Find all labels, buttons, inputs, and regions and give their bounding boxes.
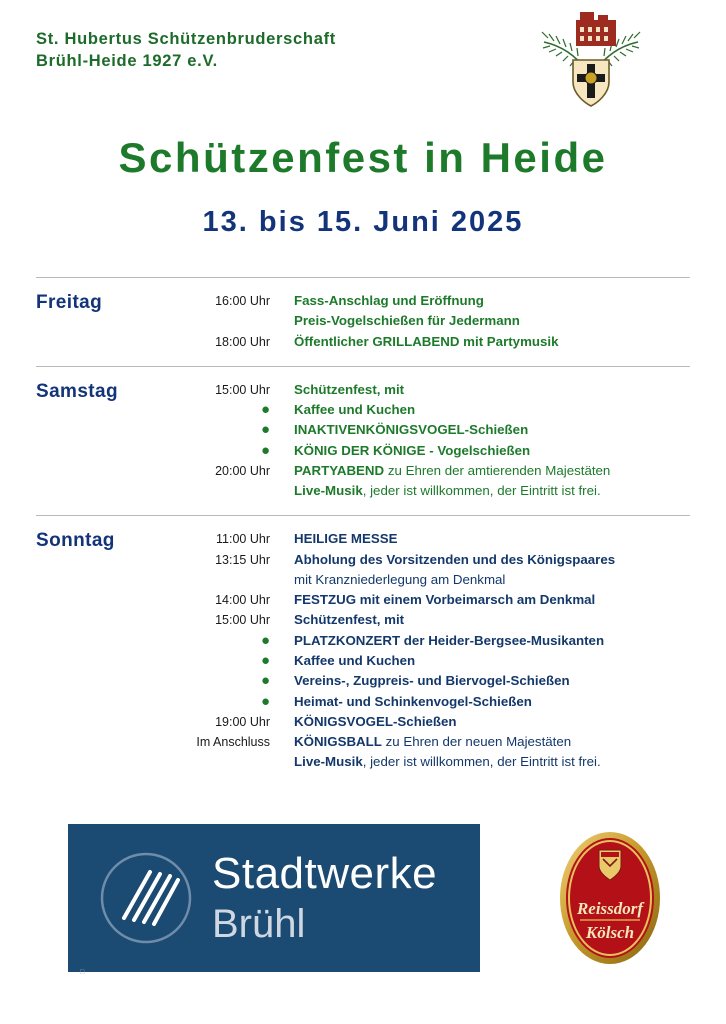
day-block-sonntag (36, 516, 690, 786)
row-text-bold: PARTYABEND (294, 462, 385, 478)
schedule-row (184, 631, 690, 650)
sponsor-logos (36, 824, 690, 984)
day-rows (184, 291, 690, 352)
row-description (294, 400, 690, 419)
row-description (294, 631, 690, 650)
stadtwerke-circle-lines-icon (94, 846, 198, 950)
row-time: 13:15 Uhr (215, 552, 270, 567)
row-description (294, 481, 690, 500)
schedule-row (184, 380, 690, 399)
row-time: 15:00 Uhr (215, 613, 270, 628)
bullet-icon: ● (260, 651, 270, 669)
row-text: HEILIGE MESSE (294, 531, 398, 547)
reissdorf-line1: Reissdorf (576, 899, 644, 918)
bullet-icon: ● (260, 421, 270, 439)
row-description (294, 712, 690, 731)
row-text-bold: KÖNIGSBALL (294, 734, 382, 750)
schedule-row (184, 651, 690, 670)
row-text: KÖNIGSVOGEL-Schießen (294, 713, 457, 729)
row-description (294, 610, 690, 629)
row-text: Öffentlicher GRILLABEND mit Partymusik (294, 333, 559, 349)
schedule-row (184, 712, 690, 731)
row-description (294, 291, 690, 310)
schedule (36, 277, 690, 787)
row-time: 14:00 Uhr (215, 593, 270, 608)
day-block-freitag (36, 278, 690, 366)
day-name: Sonntag (36, 530, 115, 552)
row-text: PLATZKONZERT der Heider-Bergsee-Musikanten (294, 632, 605, 648)
stadtwerke-line2: Brühl (212, 902, 306, 946)
row-description (294, 441, 690, 460)
schedule-row (184, 570, 690, 589)
day-name: Freitag (36, 292, 103, 313)
row-time: 16:00 Uhr (215, 294, 270, 308)
event-date-range: 13. bis 15. Juni 2025 (202, 206, 524, 238)
organization-name-line1: St. Hubertus Schützenbruderschaft (36, 30, 336, 48)
row-description (294, 311, 690, 330)
row-time: 15:00 Uhr (215, 382, 270, 397)
row-description (294, 550, 690, 569)
poster-header (36, 0, 690, 114)
row-text: mit Kranzniederlegung am Denkmal (294, 571, 506, 587)
page-title: Schützenfest in Heide (118, 134, 608, 181)
row-description (294, 461, 690, 480)
row-text-bold: Live-Musik (294, 483, 363, 499)
stadtwerke-line1: Stadtwerke (212, 849, 438, 898)
bullet-icon: ● (260, 672, 270, 690)
day-name: Samstag (36, 380, 119, 402)
schedule-row (184, 610, 690, 629)
row-text-plain: zu Ehren der amtierenden Majestäten (384, 462, 611, 478)
row-description (294, 570, 690, 589)
row-description (294, 651, 690, 670)
schedule-row (184, 671, 690, 690)
row-text: Preis-Vogelschießen für Jedermann (294, 313, 520, 329)
day-rows (184, 529, 690, 772)
row-time: 19:00 Uhr (215, 714, 270, 729)
schedule-row (184, 441, 690, 460)
row-time: 20:00 Uhr (215, 463, 270, 478)
row-description (294, 692, 690, 711)
schedule-row (184, 732, 690, 751)
row-text: KÖNIG DER KÖNIGE - Vogelschießen (294, 442, 531, 458)
schedule-row (184, 481, 690, 500)
bullet-icon: ● (260, 631, 270, 649)
day-block-samstag (36, 367, 690, 516)
row-description (294, 332, 690, 351)
organization-name (36, 28, 556, 73)
row-text: Vereins-, Zugpreis- und Biervogel-Schießen (294, 673, 570, 689)
schedule-row (184, 752, 690, 771)
reissdorf-line2: Kölsch (585, 923, 635, 942)
day-rows (184, 380, 690, 502)
row-text: FESTZUG mit einem Vorbeimarsch am Denkmal (294, 592, 596, 608)
schedule-row (184, 461, 690, 480)
schedule-row (184, 311, 690, 330)
row-text-bold: Live-Musik (294, 754, 363, 770)
row-text: Heimat- und Schinkenvogel-Schießen (294, 693, 532, 709)
corner-mark: □ (80, 969, 85, 976)
bullet-icon: ● (260, 441, 270, 459)
schedule-row (184, 529, 690, 548)
row-text: Schützenfest, mit (294, 612, 405, 628)
row-time: 18:00 Uhr (215, 334, 270, 349)
schedule-row (184, 400, 690, 419)
schedule-row (184, 291, 690, 310)
schedule-row (184, 420, 690, 439)
row-text-plain: , jeder ist willkommen, der Eintritt ist frei. (362, 483, 601, 499)
row-text: Schützenfest, mit (294, 381, 405, 397)
row-time: 11:00 Uhr (216, 532, 270, 547)
bullet-icon: ● (260, 692, 270, 710)
row-description (294, 752, 690, 771)
row-description (294, 671, 690, 690)
row-text-plain: , jeder ist willkommen, der Eintritt ist frei. (362, 754, 601, 770)
row-text: Kaffee und Kuchen (294, 402, 416, 418)
schedule-row (184, 332, 690, 351)
schedule-row (184, 550, 690, 569)
sponsor-stadtwerke-bruehl (68, 824, 480, 972)
row-text-plain: zu Ehren der neuen Majestäten (381, 734, 572, 750)
shooting-club-crest-icon (536, 8, 646, 113)
schedule-row (184, 590, 690, 609)
row-description (294, 590, 690, 609)
row-description (294, 529, 690, 548)
row-text: INAKTIVENKÖNIGSVOGEL-Schießen (294, 422, 529, 438)
row-text: Fass-Anschlag und Eröffnung (294, 293, 484, 308)
row-text: Abholung des Vorsitzenden und des Königspaares (294, 551, 616, 567)
stadtwerke-wordmark (212, 849, 438, 946)
row-description (294, 732, 690, 751)
schedule-row (184, 692, 690, 711)
row-description (294, 380, 690, 399)
row-text: Kaffee und Kuchen (294, 652, 416, 668)
organization-name-line2: Brühl-Heide 1927 e.V. (36, 52, 218, 71)
row-time: Im Anschluss (196, 735, 270, 750)
bullet-icon: ● (260, 401, 270, 419)
row-description (294, 420, 690, 439)
sponsor-reissdorf-koelsch (558, 830, 662, 966)
